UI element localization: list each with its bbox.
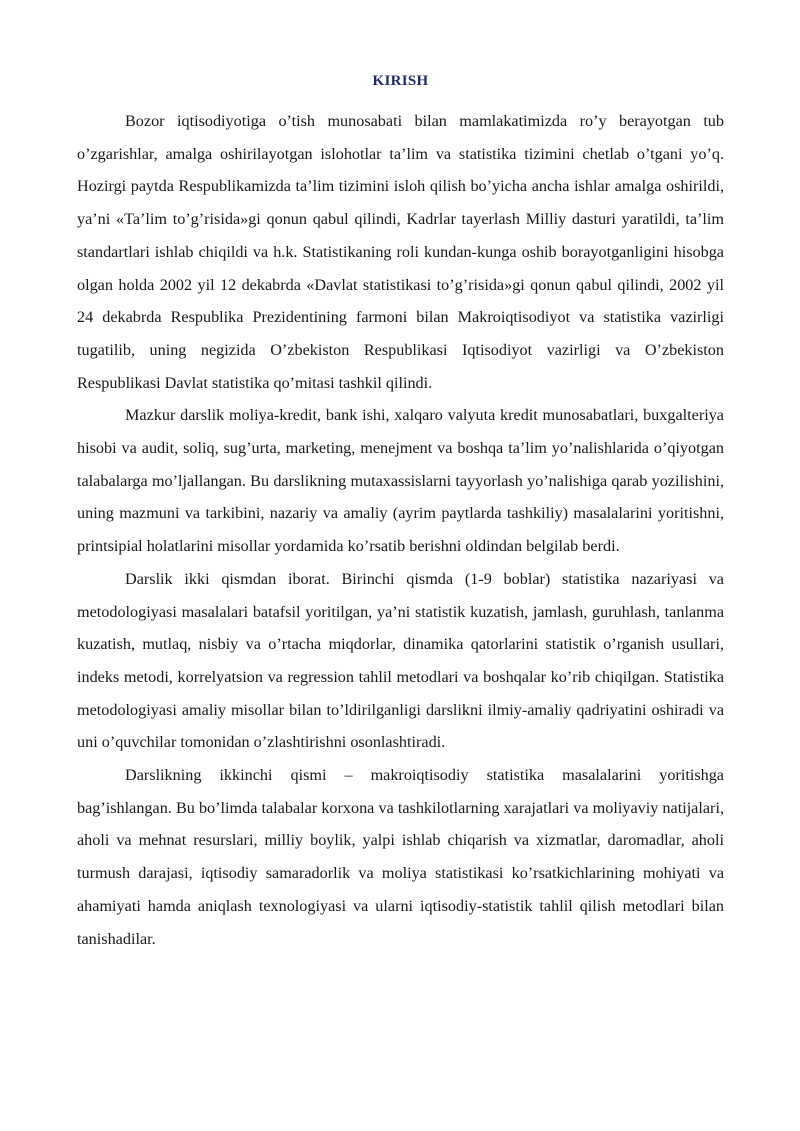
page-title: KIRISH xyxy=(372,73,429,89)
paragraph-intro: Bozor iqtisodiyotiga o’tish munosabati bilan mamlakatimizda ro’y berayotgan tub o’zgarishlar, amalga oshirilayotgan islohotlar ta’lim va statistika tizimini chetlab o’tgani yo’q. Hozirgi paytda Respublikamizda ta’lim tizimini isloh qilish bo’yicha ancha ishlar amalga oshirildi, ya’ni «Ta’lim to’g’risida»gi qonun qabul qilindi, Kadrlar tayerlash Milliy dasturi yaratildi, ta’lim standartlari ishlab chiqildi va h.k. Statistikaning roli kundan-kunga oshib borayotganligini hisobga olgan holda 2002 yil 12 dekabrda «Davlat statistikasi to’g’risida»gi qonun qabul qilindi, 2002 yil 24 dekabrda Respublika Prezidentining farmoni bilan Makroiqtisodiyot va statistika vazirligi tugatilib, uning negizida O’zbekiston Respublikasi Iqtisodiyot vazirligi va O’zbekiston Respublikasi Davlat statistika qo’mitasi tashkil qilindi. xyxy=(77,112,724,392)
paragraph-audience: Mazkur darslik moliya-kredit, bank ishi, xalqaro valyuta kredit munosabatlari, buxgalteriya hisobi va audit, soliq, sug’urta, marketing, menejment va boshqa ta’lim yo’nalishlarida o’qiyotgan talabalarga mo’ljallangan. Bu darslikning mutaxassislarni tayyorlash yo’nalishiga qarab yozilishini, uning mazmuni va tarkibini, nazariy va amaliy (ayrim paytlarda tashkiliy) masalalarini yoritishni, printsipial holatlarini misollar yordamida ko’rsatib berishni oldindan belgilab berdi. xyxy=(77,406,724,556)
paragraph-part-one: Darslik ikki qismdan iborat. Birinchi qismda (1-9 boblar) statistika nazariyasi va metodologiyasi masalalari batafsil yoritilgan, ya’ni statistik kuzatish, jamlash, guruhlash, tanlanma kuzatish, mutlaq, nisbiy va o’rtacha miqdorlar, dinamika qatorlarini statistik o’rganish usullari, indeks metodi, korrelyatsion va regression tahlil metodlari va boshqalar ko’rib chiqilgan. Statistika metodologiyasi amaliy misollar bilan to’ldirilganligi darslikni ilmiy-amaliy qadriyatini oshiradi va uni o’quvchilar tomonidan o’zlashtirishni osonlashtiradi. xyxy=(77,569,724,752)
paragraph-part-two: Darslikning ikkinchi qismi – makroiqtisodiy statistika masalalarini yoritishga bag’ishlangan. Bu bo’limda talabalar korxona va tashkilotlarning xarajatlari va moliyaviy natijalari, aholi va mehnat resurslari, milliy boylik, yalpi ishlab chiqarish va xizmatlar, daromadlar, aholi turmush darajasi, iqtisodiy samaradorlik va moliya statistikasi ko’rsatkichlarining mohiyati va ahamiyati hamda aniqlash texnologiyasi va ularni iqtisodiy-statistik tahlil qilish metodlari bilan tanishadilar. xyxy=(77,766,724,948)
document-page xyxy=(77,70,724,955)
